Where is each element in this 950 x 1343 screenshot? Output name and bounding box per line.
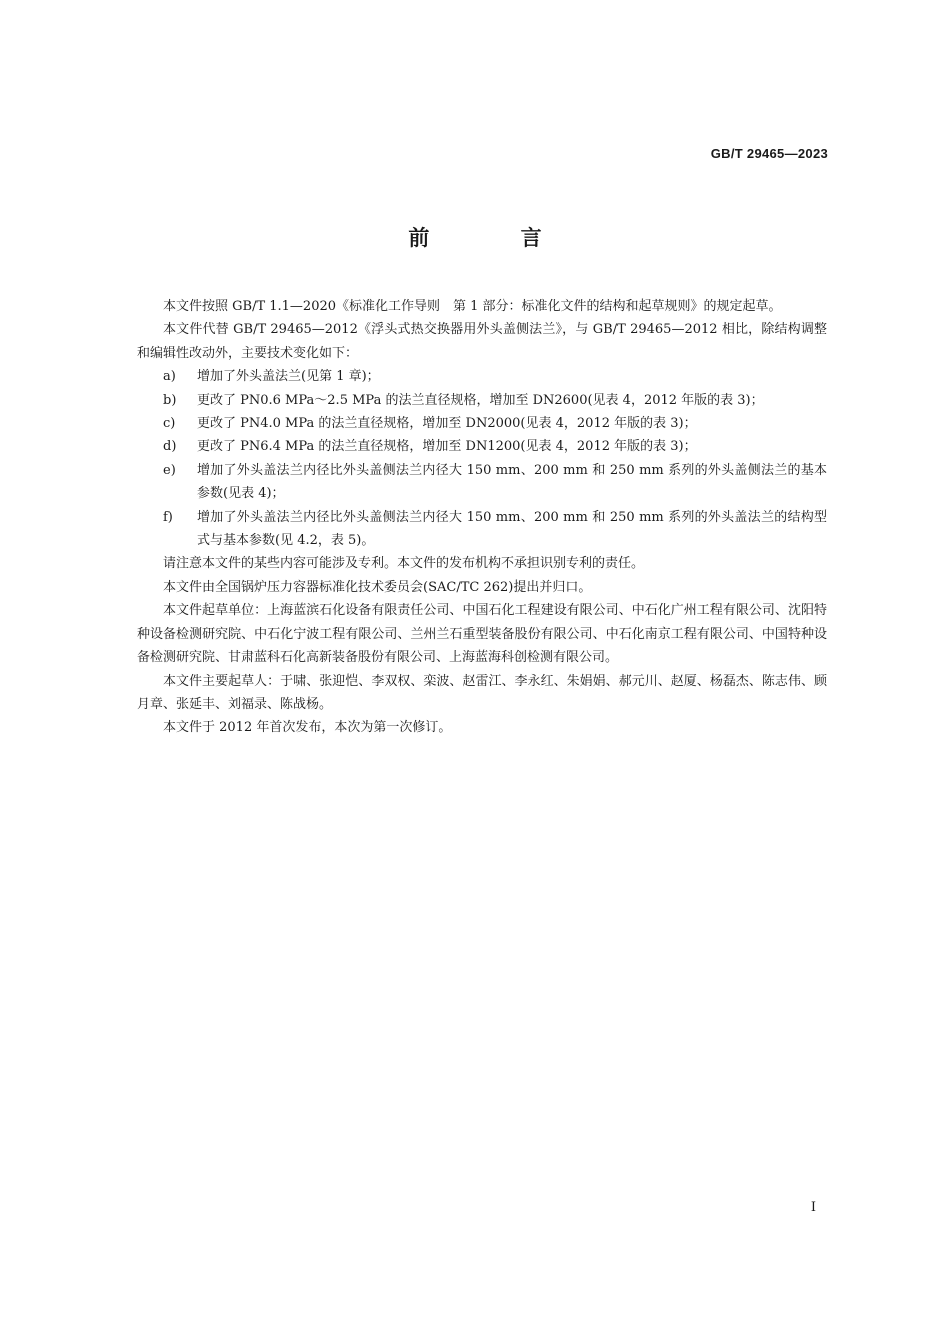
list-marker: a)	[163, 369, 176, 385]
list-item	[137, 459, 827, 506]
list-item	[137, 435, 827, 458]
list-item-text: 增加了外头盖法兰内径比外头盖侧法兰内径大 150 mm、200 mm 和 250 mm 系列的外头盖法兰的结构型式与基本参数(见 4.2，表 5)。	[197, 509, 827, 549]
list-item-text: 更改了 PN6.4 MPa 的法兰直径规格，增加至 DN1200(见表 4，2012 年版的表 3)；	[197, 439, 697, 455]
paragraph-patent-notice: 请注意本文件的某些内容可能涉及专利。本文件的发布机构不承担识别专利的责任。	[163, 556, 645, 572]
paragraph-proposer: 本文件由全国锅炉压力容器标准化技术委员会(SAC/TC 262)提出并归口。	[163, 579, 592, 595]
list-item	[137, 365, 827, 388]
page-number: I	[810, 1200, 816, 1215]
list-marker: f)	[163, 509, 173, 525]
page-title: 前 言	[408, 226, 584, 250]
list-item	[137, 389, 827, 412]
list-marker: b)	[163, 392, 177, 408]
list-item	[137, 506, 827, 553]
list-item-text: 增加了外头盖法兰(见第 1 章)；	[197, 369, 380, 385]
list-item	[137, 412, 827, 435]
list-marker: e)	[163, 462, 176, 478]
paragraph-publication-history: 本文件于 2012 年首次发布，本次为第一次修订。	[163, 720, 452, 736]
foreword-body	[137, 295, 827, 740]
paragraph-drafters: 本文件主要起草人：于啸、张迎恺、李双权、栾波、赵雷江、李永红、朱娟娟、郝元川、赵厦、杨磊杰、陈志伟、顾月章、张延丰、刘福录、陈战杨。	[137, 673, 827, 712]
list-marker: d)	[163, 439, 177, 455]
paragraph-replacement: 本文件代替 GB/T 29465—2012《浮头式热交换器用外头盖侧法兰》，与 GB/T 29465—2012 相比，除结构调整和编辑性改动外，主要技术变化如下：	[137, 322, 827, 361]
list-item-text: 更改了 PN4.0 MPa 的法兰直径规格，增加至 DN2000(见表 4，2012 年版的表 3)；	[197, 416, 697, 432]
list-item-text: 增加了外头盖法兰内径比外头盖侧法兰内径大 150 mm、200 mm 和 250 mm 系列的外头盖侧法兰的基本参数(见表 4)；	[197, 462, 827, 502]
standard-number: GB/T 29465—2023	[710, 146, 828, 161]
paragraph-drafting-units: 本文件起草单位：上海蓝滨石化设备有限责任公司、中国石化工程建设有限公司、中石化广州工程有限公司、沈阳特种设备检测研究院、中石化宁波工程有限公司、兰州兰石重型装备股份有限公司、中石化南京工程有限公司、中国特种设备检测研究院、甘肃蓝科石化高新装备股份有限公司、上海蓝海科创检测有限公司。	[137, 603, 827, 666]
changes-list	[137, 365, 827, 552]
paragraph-drafting-rules: 本文件按照 GB/T 1.1—2020《标准化工作导则 第 1 部分：标准化文件的结构和起草规则》的规定起草。	[163, 299, 782, 314]
list-marker: c)	[163, 416, 176, 432]
list-item-text: 更改了 PN0.6 MPa～2.5 MPa 的法兰直径规格，增加至 DN2600(见表 4，2012 年版的表 3)；	[197, 392, 764, 408]
